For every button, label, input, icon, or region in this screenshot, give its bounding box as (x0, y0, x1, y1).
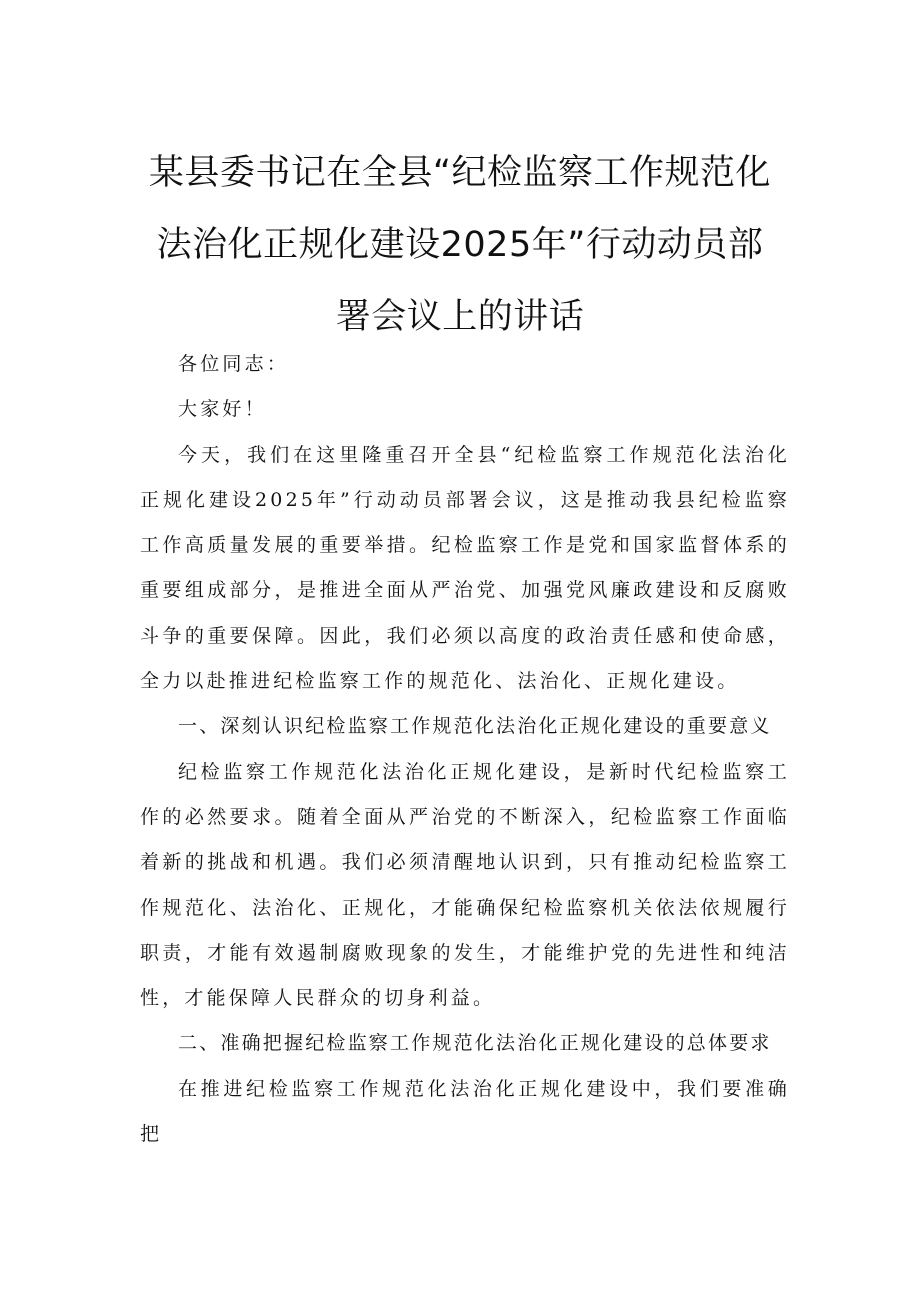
document-title: 某县委书记在全县“纪检监察工作规范化法治化正规化建设2025年”行动动员部署会议上的讲话 (148, 153, 772, 337)
body-paragraph: 在推进纪检监察工作规范化法治化正规化建设中，我们要准确把 (140, 1077, 790, 1146)
body-paragraph: 纪检监察工作规范化法治化正规化建设，是新时代纪检监察工作的必然要求。随着全面从严治党的不断深入，纪检监察工作面临着新的挑战和机遇。我们必须清醒地认识到，只有推动纪检监察工作规范化、法治化、正规化，才能确保纪检监察机关依法依规履行职责，才能有效遏制腐败现象的发生，才能维护党的先进性和纯洁性，才能保障人民群众的切身利益。 (140, 760, 790, 1010)
section-heading: 二、准确把握纪检监察工作规范化法治化正规化建设的总体要求 (178, 1032, 772, 1055)
document-body (140, 342, 790, 1157)
greeting: 大家好！ (178, 398, 267, 421)
body-paragraph: 今天，我们在这里隆重召开全县“纪检监察工作规范化法治化正规化建设2025年”行动动员部署会议，这是推动我县纪检监察工作高质量发展的重要举措。纪检监察工作是党和国家监督体系的重要组成部分，是推进全面从严治党、加强党风廉政建设和反腐败斗争的重要保障。因此，我们必须以高度的政治责任感和使命感，全力以赴推进纪检监察工作的规范化、法治化、正规化建设。 (140, 443, 790, 693)
section-heading: 一、深刻认识纪检监察工作规范化法治化正规化建设的重要意义 (178, 715, 772, 738)
salutation: 各位同志： (178, 353, 290, 375)
